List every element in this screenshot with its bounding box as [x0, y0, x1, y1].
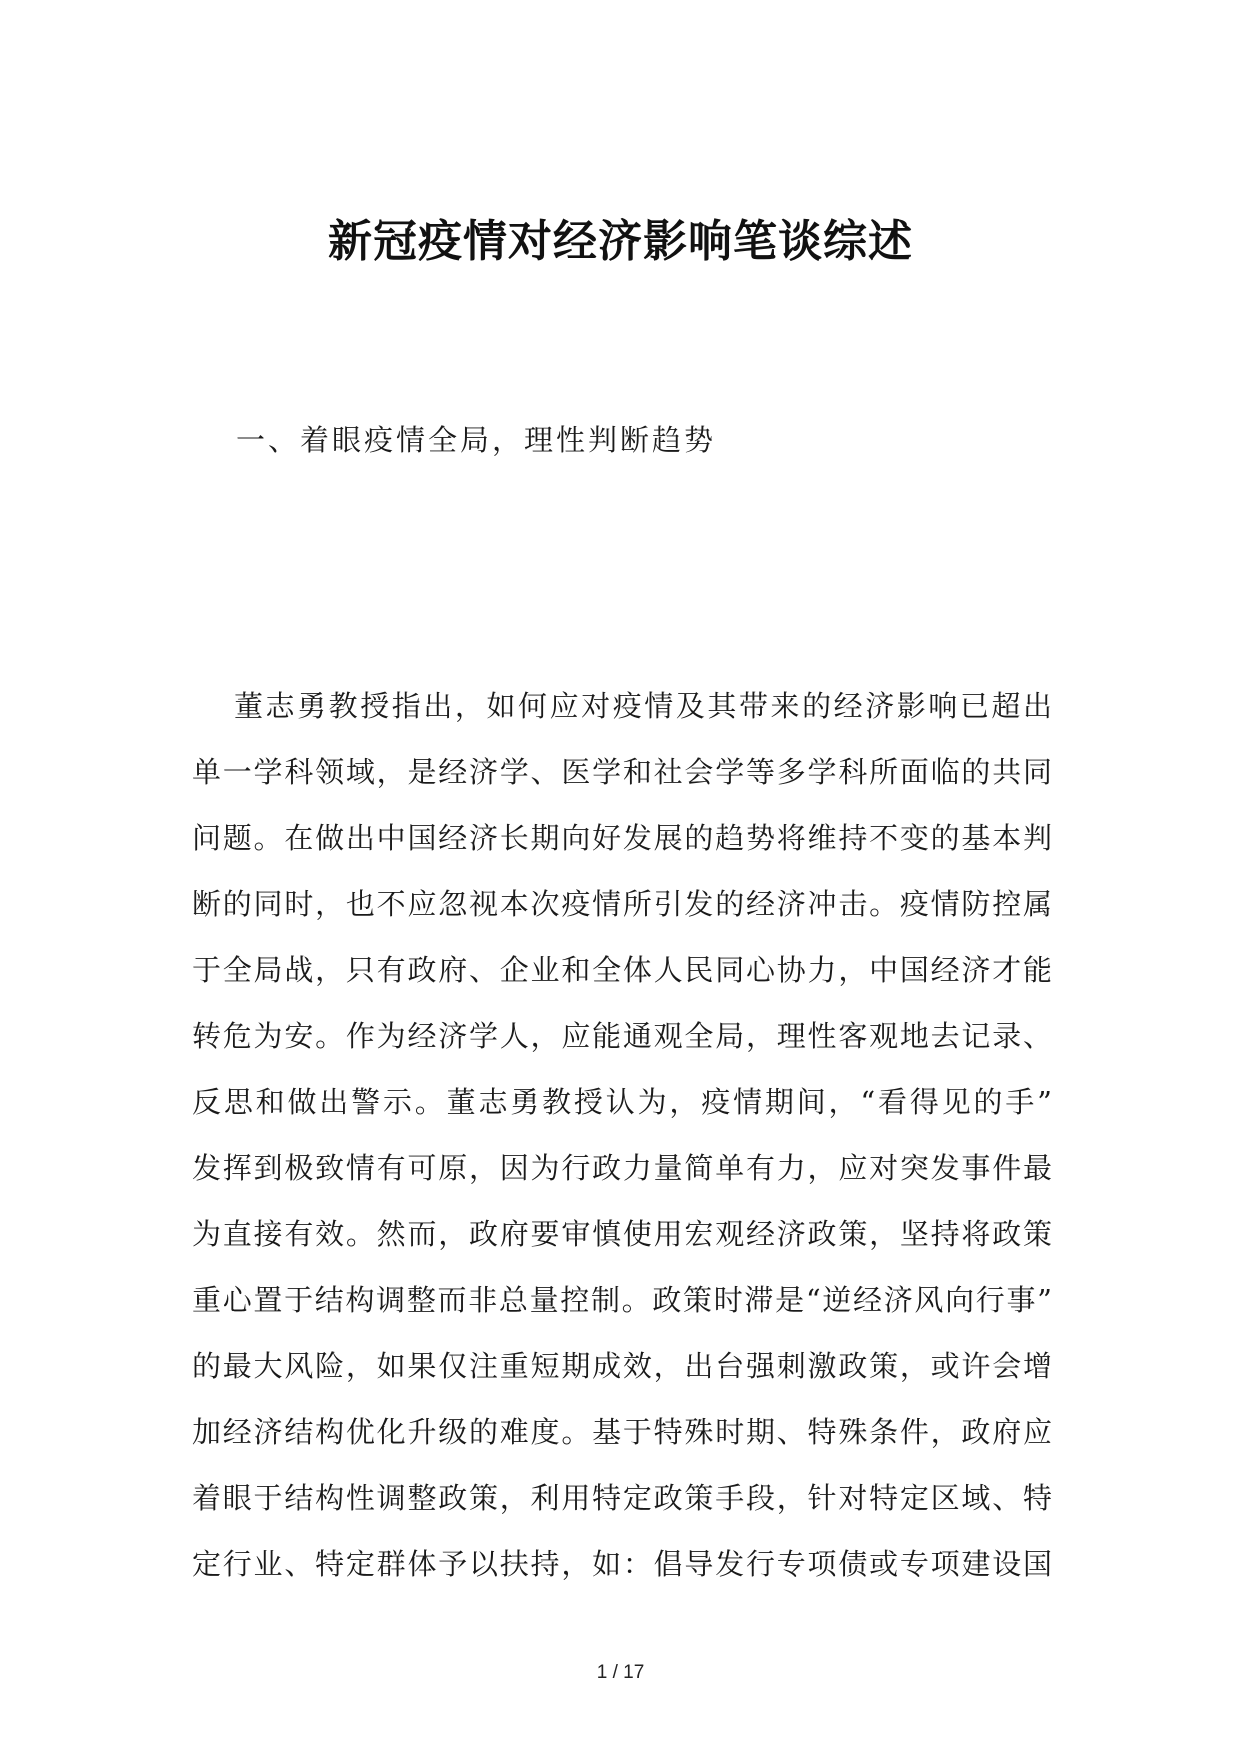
paragraph-line: 断的同时，也不应忽视本次疫情所引发的经济冲击。疫情防控属 — [192, 887, 1052, 921]
section-heading: 一、着眼疫情全局，理性判断趋势 — [236, 423, 717, 457]
paragraph-line: 转危为安。作为经济学人，应能通观全局，理性客观地去记录、 — [192, 1019, 1052, 1053]
paragraph-line: 重心置于结构调整而非总量控制。政策时滞是“逆经济风向行事” — [192, 1283, 1052, 1317]
paragraph-line: 问题。在做出中国经济长期向好发展的趋势将维持不变的基本判 — [192, 821, 1052, 855]
document-title: 新冠疫情对经济影响笔谈综述 — [328, 216, 913, 267]
paragraph-line: 定行业、特定群体予以扶持，如：倡导发行专项债或专项建设国 — [192, 1547, 1052, 1581]
paragraph-line: 董志勇教授指出，如何应对疫情及其带来的经济影响已超出 — [234, 689, 1052, 723]
paragraph-line: 的最大风险，如果仅注重短期成效，出台强刺激政策，或许会增 — [192, 1349, 1052, 1383]
paragraph-line: 单一学科领域，是经济学、医学和社会学等多学科所面临的共同 — [192, 755, 1052, 789]
paragraph-line: 着眼于结构性调整政策，利用特定政策手段，针对特定区域、特 — [192, 1481, 1052, 1515]
paragraph-line: 加经济结构优化升级的难度。基于特殊时期、特殊条件，政府应 — [192, 1415, 1052, 1449]
paragraph-line: 反思和做出警示。董志勇教授认为，疫情期间，“看得见的手” — [192, 1085, 1052, 1119]
page-number: 1 / 17 — [596, 1662, 645, 1683]
paragraph-line: 于全局战，只有政府、企业和全体人民同心协力，中国经济才能 — [192, 953, 1052, 987]
paragraph-line: 为直接有效。然而，政府要审慎使用宏观经济政策，坚持将政策 — [192, 1217, 1052, 1251]
body-paragraph — [192, 686, 1052, 1610]
paragraph-line: 发挥到极致情有可原，因为行政力量简单有力，应对突发事件最 — [192, 1151, 1052, 1185]
